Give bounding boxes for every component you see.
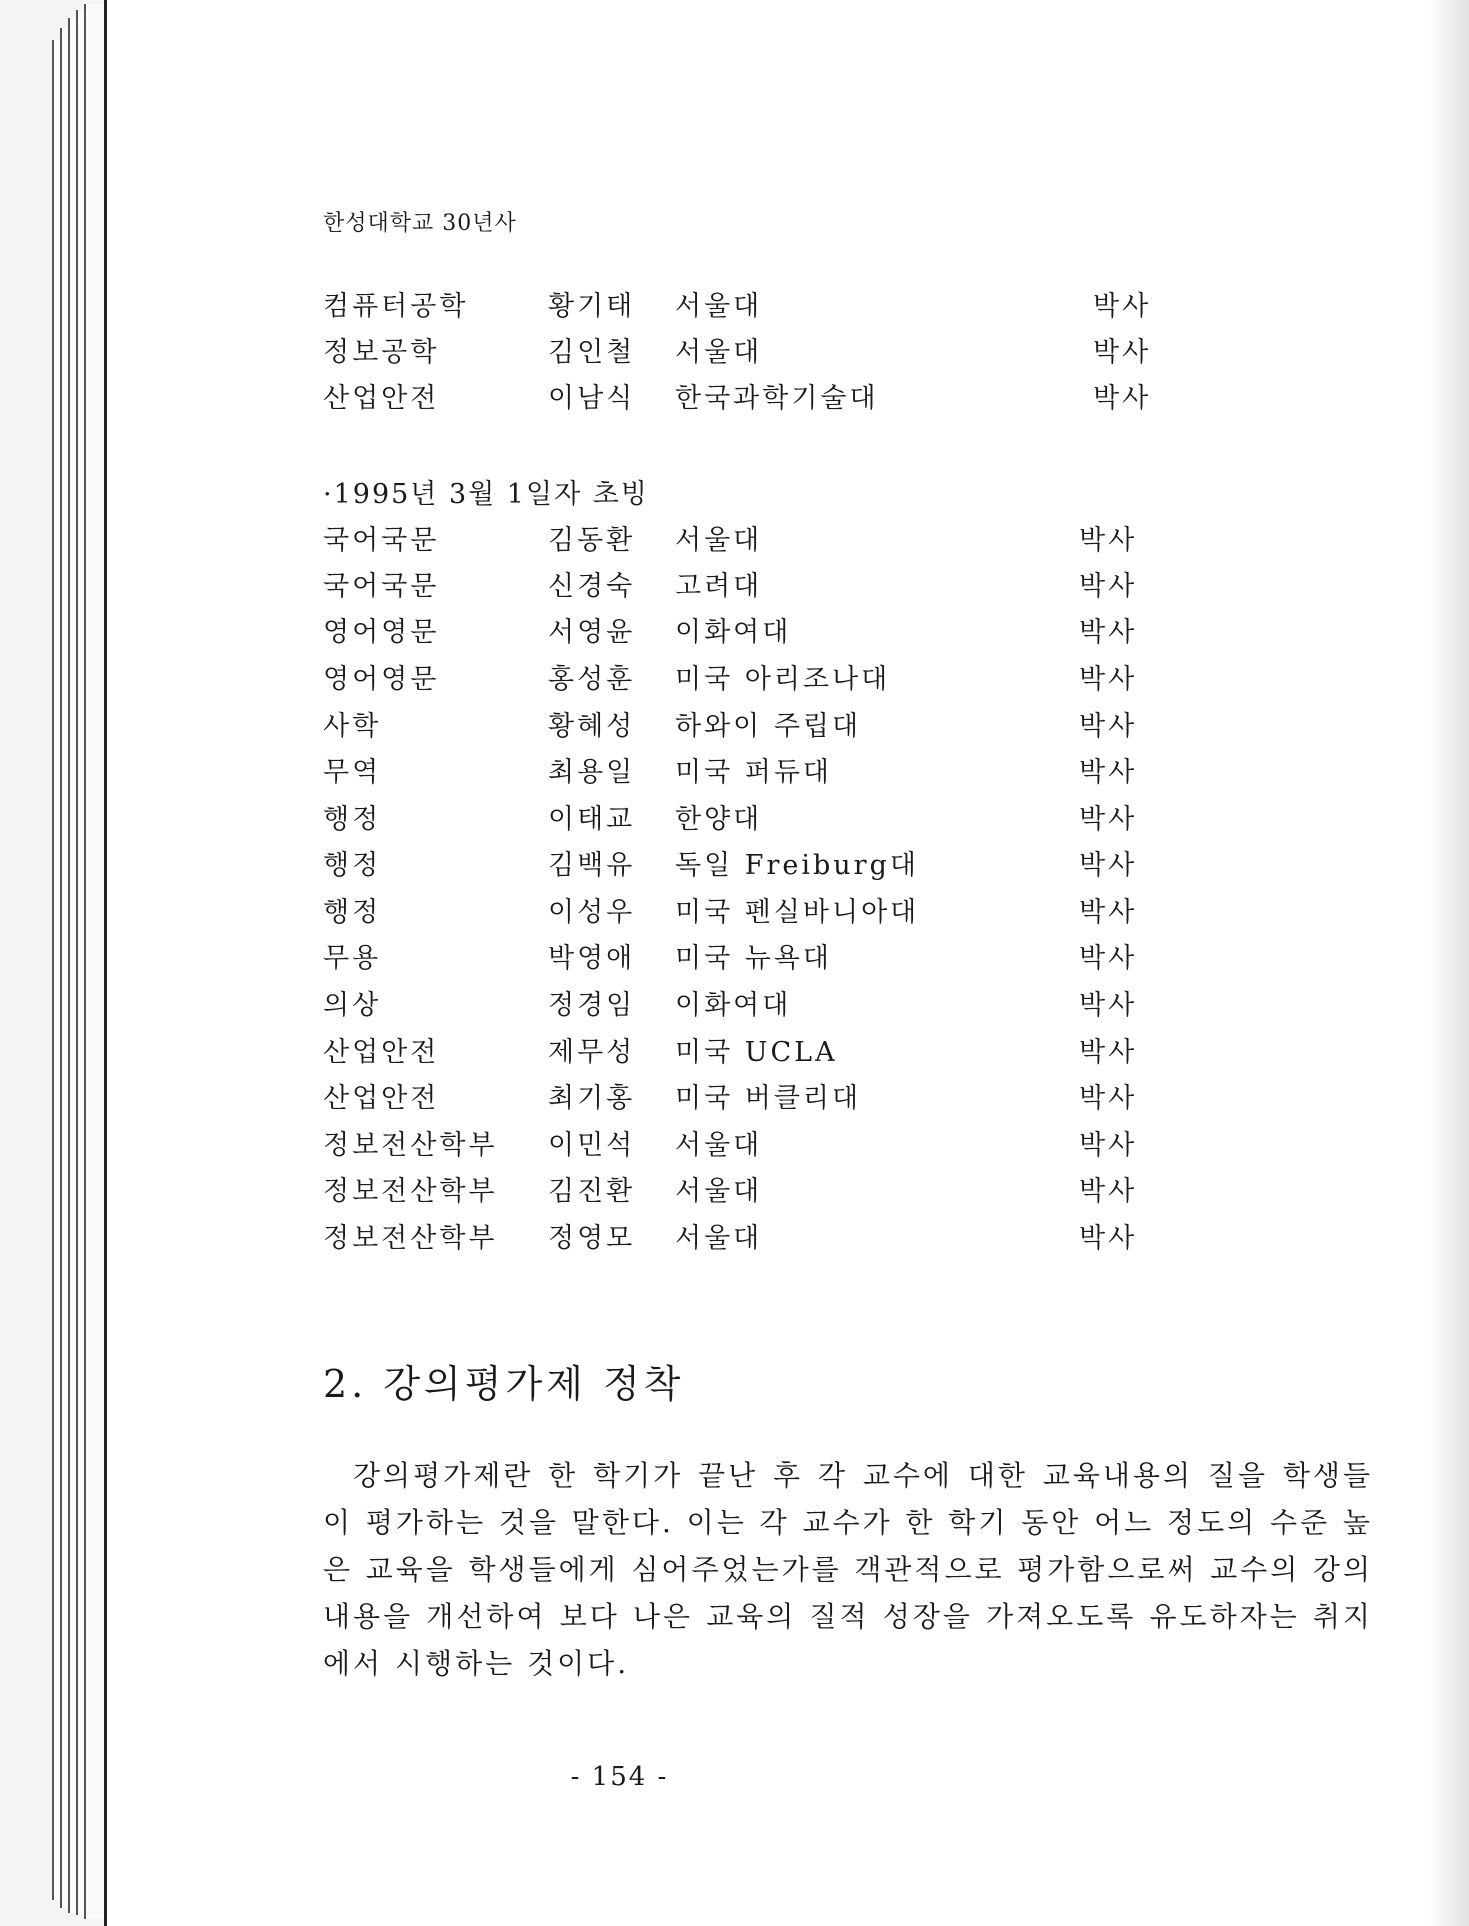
department: 영어영문 [323, 664, 440, 695]
department: 정보전산학부 [323, 1130, 498, 1161]
running-head: 한성대학교 30년사 [323, 211, 517, 236]
department: 산업안전 [323, 1083, 440, 1114]
faculty-name: 김동환 [548, 525, 636, 556]
faculty-name: 최기홍 [548, 1083, 636, 1114]
department: 의상 [323, 990, 382, 1021]
faculty-name: 신경숙 [548, 571, 636, 602]
degree: 박사 [1079, 1130, 1138, 1161]
book-page [104, 0, 1469, 1926]
faculty-name: 홍성훈 [548, 664, 636, 695]
degree: 박사 [1093, 291, 1152, 322]
degree: 박사 [1079, 850, 1138, 881]
degree: 박사 [1079, 711, 1138, 742]
department: 행정 [323, 850, 382, 881]
body-paragraph: 강의평가제란 한 학기가 끝난 후 각 교수에 대한 교육내용의 질을 학생들이 평가하는 것을 말한다. 이는 각 교수가 한 학기 동안 어느 정도의 수준 높은 교육을 학생들에게 심어주었는가를 객관적으로 평가함으로써 교수의 강의내용을 개선하여 보다 나은 교육의 질적 성장을 가져오도록 유도하자는 취지에서 시행하는 것이다. [323, 1459, 1373, 1680]
department: 정보공학 [323, 337, 440, 368]
school: 미국 아리조나대 [675, 664, 891, 695]
department: 정보전산학부 [323, 1223, 498, 1254]
department: 정보전산학부 [323, 1176, 498, 1207]
school: 한국과학기술대 [675, 383, 879, 414]
appointment-subheading: ·1995년 3월 1일자 초빙 [323, 479, 649, 510]
degree: 박사 [1093, 337, 1152, 368]
school: 서울대 [675, 1223, 763, 1254]
degree: 박사 [1093, 383, 1152, 414]
department: 행정 [323, 897, 382, 928]
department: 컴퓨터공학 [323, 291, 469, 322]
page-content [107, 0, 1469, 1926]
degree: 박사 [1079, 804, 1138, 835]
degree: 박사 [1079, 897, 1138, 928]
school: 미국 버클리대 [675, 1083, 862, 1114]
school: 서울대 [675, 1130, 763, 1161]
faculty-name: 이성우 [548, 897, 636, 928]
degree: 박사 [1079, 571, 1138, 602]
faculty-name: 이태교 [548, 804, 636, 835]
school: 한양대 [675, 804, 763, 835]
faculty-name: 이민석 [548, 1130, 636, 1161]
faculty-name: 정경임 [548, 990, 636, 1021]
faculty-name: 제무성 [548, 1037, 636, 1068]
degree: 박사 [1079, 1083, 1138, 1114]
school: 미국 펜실바니아대 [675, 897, 920, 928]
school: 미국 뉴욕대 [675, 943, 832, 974]
school: 하와이 주립대 [675, 711, 862, 742]
school: 이화여대 [675, 990, 792, 1021]
faculty-name: 황기태 [548, 291, 636, 322]
degree: 박사 [1079, 1176, 1138, 1207]
school: 서울대 [675, 337, 763, 368]
degree: 박사 [1079, 525, 1138, 556]
faculty-name: 김백유 [548, 850, 636, 881]
faculty-name: 박영애 [548, 943, 636, 974]
degree: 박사 [1079, 757, 1138, 788]
section-title: 2. 강의평가제 정착 [323, 1362, 685, 1406]
degree: 박사 [1079, 664, 1138, 695]
department: 산업안전 [323, 1037, 440, 1068]
faculty-name: 최용일 [548, 757, 636, 788]
school: 서울대 [675, 1176, 763, 1207]
school: 서울대 [675, 291, 763, 322]
degree: 박사 [1079, 990, 1138, 1021]
school: 미국 UCLA [675, 1037, 838, 1068]
department: 사학 [323, 711, 382, 742]
school: 미국 퍼듀대 [675, 757, 832, 788]
degree: 박사 [1079, 1037, 1138, 1068]
department: 행정 [323, 804, 382, 835]
faculty-name: 정영모 [548, 1223, 636, 1254]
school: 서울대 [675, 525, 763, 556]
department: 국어국문 [323, 571, 440, 602]
faculty-name: 김진환 [548, 1176, 636, 1207]
degree: 박사 [1079, 617, 1138, 648]
school: 고려대 [675, 571, 763, 602]
page-number: - 154 - [570, 1762, 669, 1792]
department: 산업안전 [323, 383, 440, 414]
department: 영어영문 [323, 617, 440, 648]
school: 독일 Freiburg대 [675, 850, 919, 881]
department: 무역 [323, 757, 382, 788]
faculty-name: 이남식 [548, 383, 636, 414]
department: 무용 [323, 943, 382, 974]
degree: 박사 [1079, 943, 1138, 974]
faculty-name: 김인철 [548, 337, 636, 368]
school: 이화여대 [675, 617, 792, 648]
department: 국어국문 [323, 525, 440, 556]
degree: 박사 [1079, 1223, 1138, 1254]
faculty-name: 황혜성 [548, 711, 636, 742]
faculty-name: 서영윤 [548, 617, 636, 648]
